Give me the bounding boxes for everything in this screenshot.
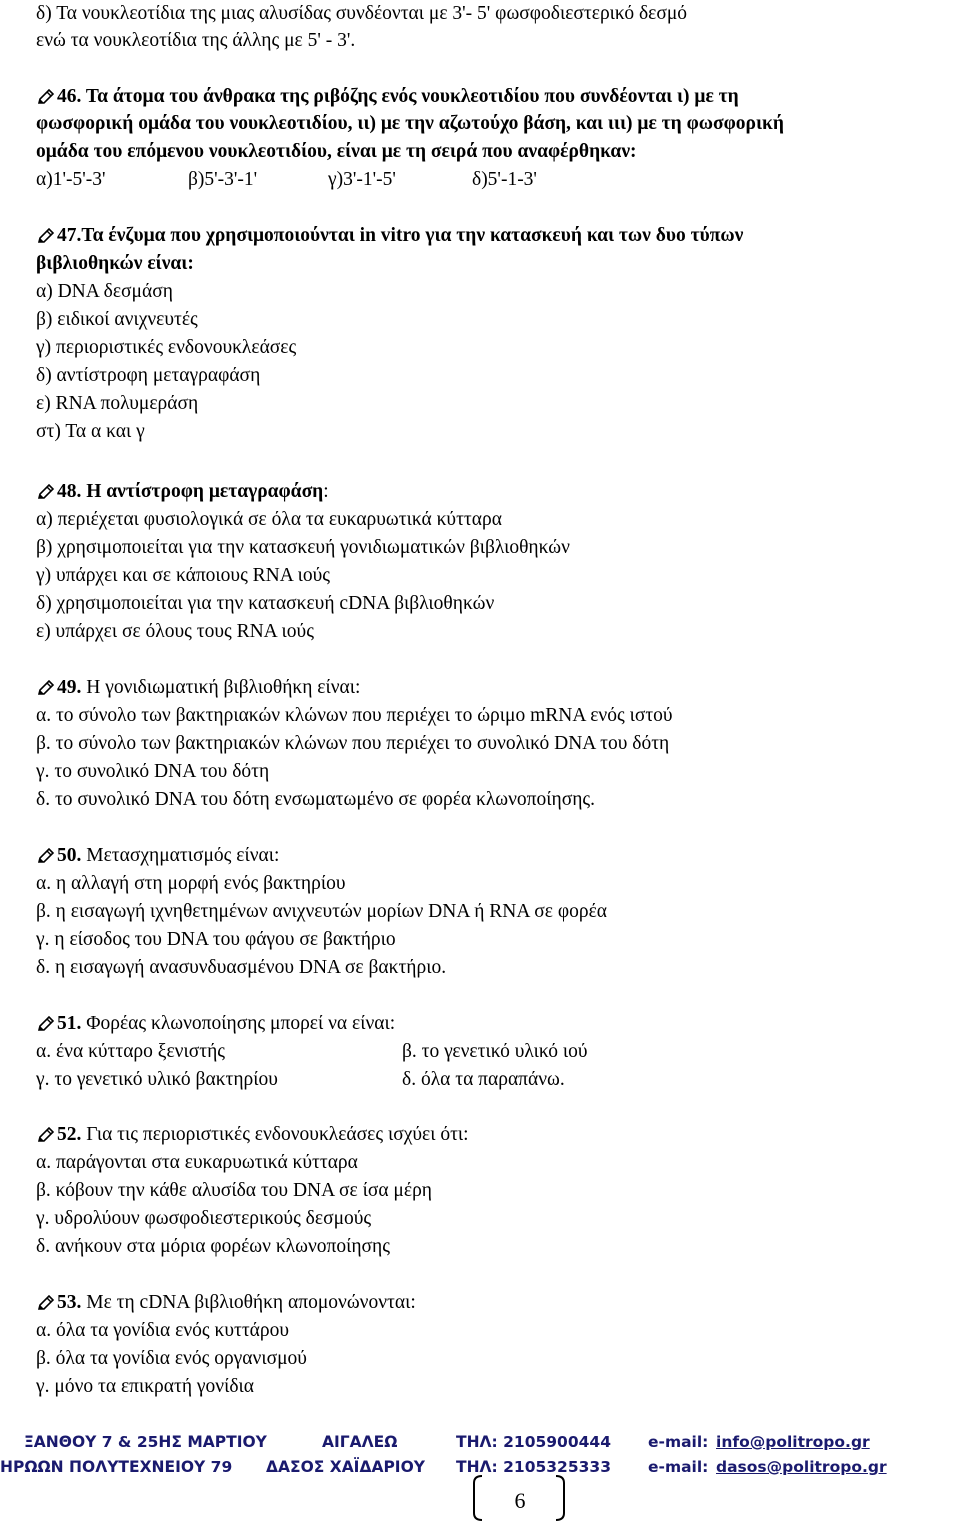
- question-text: Για τις περιοριστικές ενδονουκλεάσες ισχύει ότι:: [81, 1124, 469, 1145]
- footer-address: ΗΡΩΩΝ ΠΟΛΥΤΕΧΝΕΙΟΥ 79: [0, 1458, 233, 1476]
- question-number: 53.: [57, 1292, 82, 1313]
- text-line: δ) Τα νουκλεοτίδια της μιας αλυσίδας συνδέονται με 3'- 5' φωσφοδιεστερικό δεσμό: [36, 3, 688, 24]
- option: στ) Τα α και γ: [36, 421, 145, 442]
- option: γ. η είσοδος του DNA του φάγου σε βακτήριο: [36, 929, 396, 950]
- question-48-heading: [36, 479, 329, 505]
- question-46-heading: [36, 84, 739, 110]
- option: β. κόβουν την κάθε αλυσίδα του DNA σε ίσα μέρη: [36, 1180, 433, 1201]
- option: α. η αλλαγή στη μορφή ενός βακτηρίου: [36, 873, 346, 894]
- option: α) περιέχεται φυσιολογικά σε όλα τα ευκαρυωτικά κύτταρα: [36, 509, 502, 530]
- footer-email-label: e-mail:: [648, 1458, 714, 1476]
- question-text: φωσφορική ομάδα του νουκλεοτιδίου, ιι) με την αζωτούχο βάση, και ιιι) με τη φωσφορική: [36, 113, 784, 134]
- question-number: 52.: [57, 1124, 82, 1145]
- question-49-heading: [36, 675, 360, 701]
- question-text: Με τη cDNA βιβλιοθήκη απομονώνονται:: [81, 1292, 416, 1313]
- footer-area: ΑΙΓΑΛΕΩ: [322, 1433, 398, 1451]
- question-text: ομάδα του επόμενου νουκλεοτιδίου, είναι με τη σειρά που αναφέρθηκαν:: [36, 141, 637, 162]
- footer-area: ΔΑΣΟΣ ΧΑΪΔΑΡΙΟΥ: [266, 1458, 425, 1476]
- question-text: Μετασχηματισμός είναι:: [81, 845, 280, 866]
- option: γ) περιοριστικές ενδονουκλεάσες: [36, 337, 297, 358]
- option: γ) υπάρχει και σε κάποιους RNA ιούς: [36, 565, 331, 586]
- option: β. όλα τα γονίδια ενός οργανισμού: [36, 1348, 307, 1369]
- option: γ. το γενετικό υλικό βακτηρίου: [36, 1069, 278, 1090]
- question-51-heading: [36, 1011, 395, 1037]
- option: γ. το συνολικό DNA του δότη: [36, 761, 270, 782]
- option: β. το γενετικό υλικό ιού: [402, 1041, 588, 1062]
- option: δ. το συνολικό DNA του δότη ενσωματωμένο σε φορέα κλωνοποίησης.: [36, 789, 596, 810]
- page-number: 6: [514, 1488, 526, 1513]
- option: α)1'-5'-3': [36, 169, 106, 190]
- footer-phone: ΤΗΛ: 2105900444: [456, 1433, 611, 1451]
- option: α. το σύνολο των βακτηριακών κλώνων που περιέχει το ώριμο mRNA ενός ιστού: [36, 705, 673, 726]
- option: α. ένα κύτταρο ξενιστής: [36, 1041, 226, 1062]
- option: δ) αντίστροφη μεταγραφάση: [36, 365, 261, 386]
- option: γ. μόνο τα επικρατή γονίδια: [36, 1376, 254, 1397]
- option: ε) υπάρχει σε όλους τους RNA ιούς: [36, 621, 314, 642]
- footer-row: [0, 1433, 960, 1453]
- option: γ. υδρολύουν φωσφοδιεστερικούς δεσμούς: [36, 1208, 372, 1229]
- question-53-heading: [36, 1290, 416, 1316]
- footer-address: ΞΑΝΘΟΥ 7 & 25ΗΣ ΜΑΡΤΙΟΥ: [24, 1433, 267, 1451]
- question-number: 50.: [57, 845, 82, 866]
- question-number: 46.: [57, 86, 82, 107]
- question-47-heading: [36, 223, 743, 249]
- option: β. η εισαγωγή ιχνηθετημένων ανιχνευτών μορίων DNA ή RNA σε φορέα: [36, 901, 607, 922]
- question-text: Η αντίστροφη μεταγραφάση: [81, 481, 324, 502]
- pencil-icon: [36, 846, 56, 866]
- option: δ. ανήκουν στα μόρια φορέων κλωνοποίησης: [36, 1236, 390, 1257]
- footer-phone: ΤΗΛ: 2105325333: [456, 1458, 611, 1476]
- option: β) ειδικοί ανιχνευτές: [36, 309, 198, 330]
- question-number: 49.: [57, 677, 82, 698]
- pencil-icon: [36, 1125, 56, 1145]
- pencil-icon: [36, 226, 56, 246]
- option: α. παράγονται στα ευκαρυωτικά κύτταρα: [36, 1152, 358, 1173]
- question-text: βιβλιοθηκών είναι:: [36, 253, 194, 274]
- option: δ) χρησιμοποιείται για την κατασκευή cDNA βιβλιοθηκών: [36, 593, 495, 614]
- question-colon: :: [323, 481, 329, 502]
- option: γ)3'-1'-5': [328, 169, 396, 190]
- footer-email-link[interactable]: dasos@politropo.gr: [716, 1458, 887, 1476]
- pencil-icon: [36, 482, 56, 502]
- option: β. το σύνολο των βακτηριακών κλώνων που περιέχει το συνολικό DNA του δότη: [36, 733, 670, 754]
- pencil-icon: [36, 1293, 56, 1313]
- option: ε) RNA πολυμεράση: [36, 393, 199, 414]
- question-text: Τα άτομα του άνθρακα της ριβόζης ενός νουκλεοτιδίου που συνδέονται ι) με τη: [81, 86, 739, 107]
- pencil-icon: [36, 1014, 56, 1034]
- footer-email-label: e-mail:: [648, 1433, 714, 1451]
- text-line: ενώ τα νουκλεοτίδια της άλλης με 5' - 3'.: [36, 30, 356, 51]
- pencil-icon: [36, 87, 56, 107]
- question-number: 48.: [57, 481, 82, 502]
- option: β)5'-3'-1': [188, 169, 258, 190]
- question-50-heading: [36, 843, 279, 869]
- question-52-heading: [36, 1122, 469, 1148]
- question-number: 47.: [57, 225, 82, 246]
- footer-email-link[interactable]: info@politropo.gr: [716, 1433, 870, 1451]
- page-number-box: [470, 1475, 570, 1523]
- option: β) χρησιμοποιείται για την κατασκευή γονιδιωματικών βιβλιοθηκών: [36, 537, 570, 558]
- question-number: 51.: [57, 1013, 82, 1034]
- option: α) DNA δεσμάση: [36, 281, 173, 302]
- question-text: Τα ένζυμα που χρησιμοποιούνται in vitro για την κατασκευή και των δυο τύπων: [81, 225, 744, 246]
- option: α. όλα τα γονίδια ενός κυττάρου: [36, 1320, 290, 1341]
- pencil-icon: [36, 678, 56, 698]
- option: δ)5'-1-3': [472, 169, 537, 190]
- option: δ. όλα τα παραπάνω.: [402, 1069, 565, 1090]
- option: δ. η εισαγωγή ανασυνδυασμένου DNA σε βακτήριο.: [36, 957, 447, 978]
- question-text: Φορέας κλωνοποίησης μπορεί να είναι:: [81, 1013, 396, 1034]
- question-text: Η γονιδιωματική βιβλιοθήκη είναι:: [81, 677, 361, 698]
